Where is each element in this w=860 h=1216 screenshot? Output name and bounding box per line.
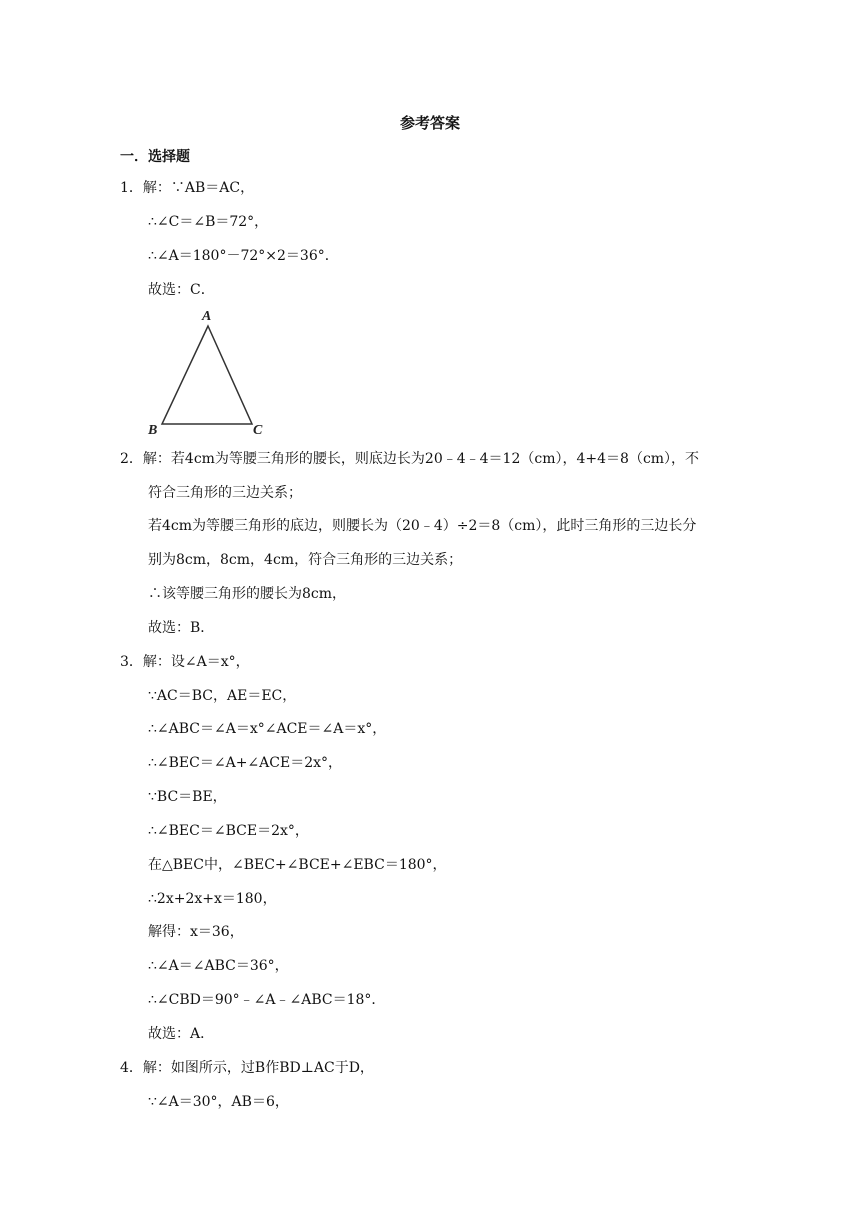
q1-line-1: 1．解：∵AB＝AC， (120, 180, 255, 196)
q1-line-2: ∴∠C＝∠B＝72°， (148, 214, 269, 230)
q3-line-2: ∵AC＝BC，AE＝EC， (148, 688, 297, 704)
q3-line-4: ∴∠BEC＝∠A+∠ACE＝2x°， (148, 755, 343, 771)
q2-line-1: 2．解：若4cm为等腰三角形的腰长，则底边长为20﹣4﹣4＝12（cm），4+4＝8（cm），不 (120, 451, 700, 467)
q4-line-1: 4．解：如图所示，过B作BD⊥AC于D， (120, 1060, 374, 1076)
q3-line-11: ∴∠CBD＝90°﹣∠A﹣∠ABC＝18°． (148, 992, 386, 1008)
q3-line-3: ∴∠ABC＝∠A＝x°∠ACE＝∠A＝x°， (148, 721, 387, 737)
q2-line-5: ∴该等腰三角形的腰长为8cm， (148, 586, 347, 602)
page-title: 参考答案 (399, 114, 460, 132)
q1-line-3: ∴∠A＝180°－72°×2＝36°． (148, 248, 339, 264)
section-heading: 一．选择题 (120, 149, 190, 165)
vertex-label-c: C (253, 423, 263, 436)
triangle-figure (144, 306, 274, 436)
q3-line-12: 故选：A． (148, 1026, 215, 1042)
q3-line-7: 在△BEC中，∠BEC+∠BCE+∠EBC＝180°， (148, 857, 447, 873)
q3-line-9: 解得：x＝36， (148, 924, 244, 940)
q4-line-2: ∵∠A＝30°，AB＝6， (148, 1094, 289, 1110)
q3-line-5: ∵BC＝BE， (148, 789, 227, 805)
vertex-label-a: A (202, 309, 212, 324)
q3-line-10: ∴∠A＝∠ABC＝36°， (148, 958, 289, 974)
triangle-shape (162, 326, 252, 424)
q3-line-1: 3．解：设∠A＝x°， (120, 654, 250, 670)
q3-line-6: ∴∠BEC＝∠BCE＝2x°， (148, 823, 309, 839)
q2-line-2: 符合三角形的三边关系； (148, 485, 302, 501)
q3-line-8: ∴2x+2x+x＝180， (148, 891, 277, 907)
q1-line-4: 故选：C． (148, 282, 215, 298)
q2-line-6: 故选：B． (148, 620, 215, 636)
vertex-label-b: B (148, 423, 158, 436)
q2-line-4: 别为8cm，8cm，4cm，符合三角形的三边关系； (148, 552, 463, 568)
q2-line-3: 若4cm为等腰三角形的底边，则腰长为（20﹣4）÷2＝8（cm），此时三角形的三边长分 (148, 518, 697, 534)
